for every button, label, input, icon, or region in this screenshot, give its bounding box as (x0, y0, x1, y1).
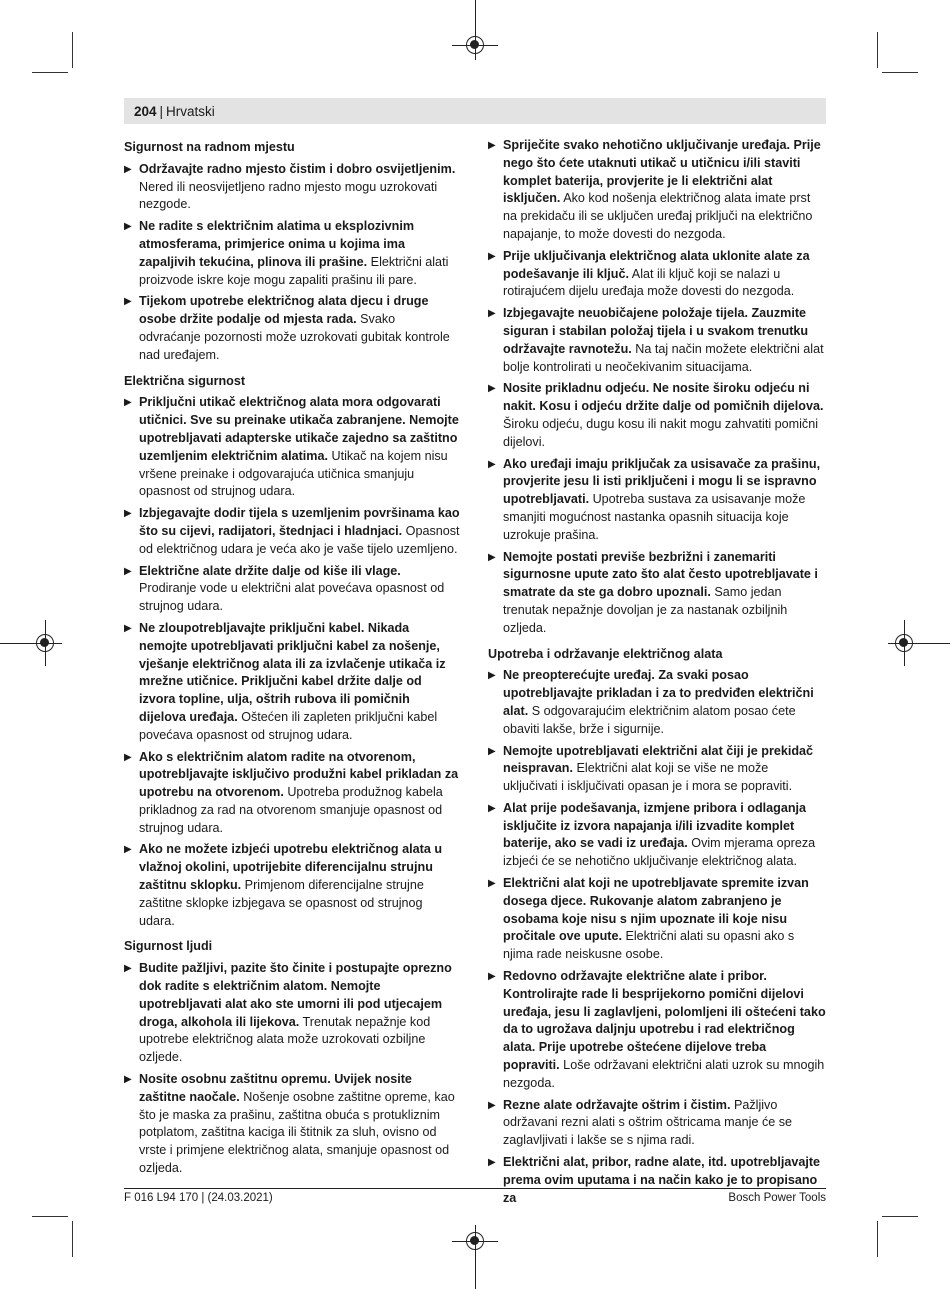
bullet-list (124, 960, 460, 1178)
bullet-icon: ▶ (488, 308, 496, 320)
bullet-icon: ▶ (488, 802, 496, 814)
list-item (124, 841, 460, 930)
list-item (124, 1071, 460, 1178)
instruction-text: Na taj način možete električni alat bolje kontrolirati u neočekivanim situacijama. (503, 341, 824, 374)
page-number: 204 (134, 103, 157, 119)
instruction-bold: Električni alat, pribor, radne alate, itd. upotrebljavajte prema ovim uputama i na način kako je to propisano za (503, 1155, 821, 1205)
bullet-icon: ▶ (124, 508, 132, 520)
footer-rule (124, 1188, 826, 1189)
list-item (488, 549, 826, 638)
bullet-icon: ▶ (124, 296, 132, 308)
instruction-text: Samo jedan trenutak nepažnje dovoljan je za nastanak ozbiljnih ozljeda. (503, 585, 788, 635)
instruction-text: Svako odvraćanje pozornosti može uzrokovati gubitak kontrole nad uređajem. (139, 312, 450, 362)
list-item (124, 620, 460, 745)
page-header (124, 98, 826, 124)
instruction-bold: Redovno održavajte električne alate i pribor. Kontrolirajte rade li besprijekorno pomični dijelovi uređaja, jesu li zaglavljeni, polomljeni ili oštećeni tako da to ugrožava daljnju upotrebu i rad električnog alata. Prije upotrebe oštećene dijelove treba popraviti. (503, 969, 826, 1073)
bullet-icon: ▶ (488, 745, 496, 757)
bullet-icon: ▶ (124, 397, 132, 409)
header-separator: | (159, 103, 164, 119)
instruction-text: Utikač na kojem nisu vršene preinake i odgovarajuća utičnica smanjuju opasnost od strujnog udara. (139, 448, 448, 499)
list-item (488, 1097, 826, 1150)
instruction-bold: Rezne alate održavajte oštrim i čistim. (503, 1097, 731, 1112)
instruction-bold: Ne zloupotrebljavajte priključni kabel. Nikada nemojte upotrebljavati priključni kabel za nošenje, vješanje električnog alata ili za izvlačenje utikača iz mrežne utičnice. Priključni kabel držite dalje od izvora topline, ulja, oštrih rubova ili pomičnih dijelova uređaja. (139, 620, 446, 724)
instruction-text: Nošenje osobne zaštitne opreme, kao što je maska za prašinu, zaštitna obuća s protukliznim potplatom, zaštitna kaciga ili štitnik za sluh, ovisno od vrste i primjene električnog alata, smanjuje opasnost od ozljeda. (139, 1089, 455, 1176)
bullet-icon: ▶ (124, 565, 132, 577)
bullet-icon: ▶ (488, 971, 496, 983)
list-item (124, 505, 460, 558)
crop-mark (882, 1216, 918, 1217)
bullet-icon: ▶ (124, 221, 132, 233)
bullet-icon: ▶ (124, 1074, 132, 1086)
crop-mark (877, 1221, 878, 1257)
bullet-icon: ▶ (488, 551, 496, 563)
instruction-text: Električni alati proizvode iskre koje mogu zapaliti prašinu ili pare. (139, 254, 449, 287)
bullet-icon: ▶ (488, 250, 496, 262)
bullet-icon: ▶ (488, 140, 496, 151)
instruction-text: Pažljivo održavani rezni alati s oštrim oštricama manje će se zaglavljivati i lakše se s njima radi. (503, 1097, 793, 1148)
instruction-bold: Budite pažljivi, pazite što činite i postupajte oprezno dok radite s električnim alatom. Nemojte upotrebljavati alat ako ste umorni ili pod utjecajem droga, alkohola ili lijekova. (139, 961, 452, 1029)
list-item (488, 137, 826, 244)
header-language: Hrvatski (166, 103, 215, 119)
instruction-bold: Ako ne možete izbjeći upotrebu električnog alata u vlažnoj okolini, upotrijebite diferencijalnu strujnu zaštitnu sklopku. (139, 842, 443, 893)
list-item (488, 875, 826, 964)
list-item (488, 968, 826, 1093)
crop-mark (72, 32, 73, 68)
instruction-text: Oštećen ili zapleten priključni kabel povećava opasnost od strujnog udara. (139, 709, 438, 742)
section-title: Sigurnost na radnom mjestu (124, 140, 295, 154)
section-title: Upotreba i održavanje električnog alata (488, 646, 723, 661)
list-item (124, 563, 460, 616)
crop-mark (882, 72, 918, 73)
list-item (124, 218, 460, 289)
bullet-list (488, 137, 826, 638)
bullet-icon: ▶ (488, 878, 496, 890)
instruction-bold: Nemojte upotrebljavati električni alat čiji je prekidač neispravan. (503, 743, 814, 776)
instruction-bold: Tijekom upotrebe električnog alata djecu i druge osobe držite podalje od mjesta rada. (139, 294, 429, 327)
instruction-text: Električni alat koji se više ne može uključivati i isključivati opasan je i mora se popraviti. (503, 761, 793, 794)
bullet-icon: ▶ (124, 163, 132, 175)
list-item (124, 161, 460, 214)
instruction-text: Loše održavani električni alati uzrok su mnogih nezgoda. (503, 1058, 825, 1090)
instruction-text: Električni alati su opasni ako s njima rade neiskusne osobe. (503, 929, 795, 962)
crop-mark (72, 1221, 73, 1257)
crop-mark (32, 1216, 68, 1217)
left-column (124, 137, 460, 1182)
bullet-list (488, 667, 826, 1207)
crop-mark (877, 32, 878, 68)
instruction-bold: Ako s električnim alatom radite na otvorenom, upotrebljavajte isključivo produžni kabel prikladan za upotrebu na otvorenom. (139, 749, 459, 800)
list-item (488, 743, 826, 796)
list-item (124, 293, 460, 364)
section-title: Sigurnost ljudi (124, 939, 213, 954)
bullet-icon: ▶ (488, 670, 496, 682)
list-item (488, 667, 826, 738)
list-item (488, 248, 826, 301)
bullet-icon: ▶ (488, 1157, 496, 1169)
instruction-text: S odgovarajućim električnim alatom posao ćete obaviti lakše, brže i sigurnije. (503, 703, 796, 736)
list-item (488, 305, 826, 376)
instruction-bold: Nosite osobnu zaštitnu opremu. Uvijek nosite zaštitne naočale. (139, 1072, 412, 1104)
footer-document-id: F 016 L94 170 | (24.03.2021) (124, 1192, 273, 1204)
instruction-text: Upotreba sustava za usisavanje može smanjiti mogućnost nastanka opasnih situacija koje uzrokuje prašina. (503, 492, 806, 542)
instruction-bold: Električni alat koji ne upotrebljavate spremite izvan dosega djece. Rukovanje alatom zabranjeno je osobama koje nisu s njim upoznate ili koje nisu pročitale ove upute. (503, 876, 809, 944)
instruction-bold: Nosite prikladnu odjeću. Ne nosite široku odjeću ni nakit. Kosu i odjeću držite dalje od pomičnih dijelova. (503, 381, 824, 414)
section-title: Električna sigurnost (124, 373, 246, 388)
instruction-bold: Alat prije podešavanja, izmjene pribora i odlaganja isključite iz izvora napajanja i/ili izvadite komplet baterije, ako se vadi iz uređaja. (503, 800, 807, 851)
instruction-bold: Izbjegavajte neuobičajene položaje tijela. Zauzmite siguran i stabilan položaj tijela i u svakom trenutku održavajte ravnotežu. (503, 306, 809, 356)
instruction-text: Nered ili neosvijetljeno radno mjesto mogu uzrokovati nezgode. (139, 179, 438, 212)
instruction-bold: Održavajte radno mjesto čistim i dobro osvijetljenim. (139, 161, 456, 176)
instruction-bold: Ako uređaji imaju priključak za usisavače za prašinu, provjerite jesu li isti priključeni i mogu li se ispravno upotrebljavati. (503, 456, 821, 507)
instruction-text: Alat ili ključ koji se nalazi u rotirajućem dijelu uređaja može dovesti do nezgoda. (503, 266, 795, 299)
bullet-icon: ▶ (124, 963, 132, 975)
instruction-bold: Ne preopterećujte uređaj. Za svaki posao upotrebljavajte prikladan i za to predviđen električni alat. (503, 668, 814, 718)
bullet-icon: ▶ (488, 458, 496, 470)
bullet-icon: ▶ (124, 622, 132, 634)
list-item (488, 456, 826, 545)
instruction-bold: Prije uključivanja električnog alata uklonite alate za podešavanje ili ključ. (503, 248, 810, 281)
instruction-bold: Priključni utikač električnog alata mora odgovarati utičnici. Sve su preinake utikača zabranjene. Nemojte upotrebljavati adapterske utikače zajedno sa zaštitno uzemljenim električnim alatima. (139, 395, 459, 463)
instruction-bold: Izbjegavajte dodir tijela s uzemljenim površinama kao što su cijevi, radijatori, štednjaci i hladnjaci. (139, 506, 460, 538)
list-item (488, 800, 826, 871)
bullet-list (124, 161, 460, 365)
instruction-text: Upotreba produžnog kabela prikladnog za rad na otvorenom smanjuje opasnost od strujnog udara. (139, 785, 443, 835)
instruction-bold: Ne radite s električnim alatima u eksplozivnim atmosferama, primjerice onima u kojima ima zapaljivih tekućina, plinova ili prašine. (139, 219, 415, 269)
instruction-bold: Spriječite svako nehotično uključivanje uređaja. Prije nego što ćete utaknuti utikač u utičnicu i/ili staviti komplet baterija, provjerite je li električni alat isključen. (503, 138, 821, 206)
instruction-text: Primjenom diferencijalne strujne zaštitne sklopke izbjegava se opasnost od strujnog udara. (139, 878, 424, 928)
instruction-text: Ako kod nošenja električnog alata imate prst na prekidaču ili se uključen uređaj priključi na električno napajanje, to može dovesti do nezgoda. (503, 191, 813, 241)
instruction-text: Trenutak nepažnje kod upotrebe električnog alata može uzrokovati ozbiljne ozljede. (139, 1014, 431, 1065)
bullet-list (124, 394, 460, 930)
list-item (488, 380, 826, 451)
bullet-icon: ▶ (488, 1099, 496, 1111)
list-item (124, 394, 460, 501)
bullet-icon: ▶ (488, 383, 496, 395)
instruction-bold: Električne alate držite dalje od kiše ili vlage. (139, 563, 401, 578)
instruction-bold: Nemojte postati previše bezbrižni i zanemariti sigurnosne upute zato što alat često upotrebljavate i smatrate da ste ga dobro upoznali. (503, 549, 818, 600)
instruction-text: Ovim mjerama opreza izbjeći će se nehotično uključivanje električnog alata. (503, 836, 816, 869)
bullet-icon: ▶ (124, 751, 132, 763)
instruction-text: Široku odjeću, dugu kosu ili nakit mogu zahvatiti pomični dijelovi. (503, 416, 819, 449)
right-column (488, 137, 826, 1211)
crop-mark (32, 72, 68, 73)
bullet-icon: ▶ (124, 844, 132, 856)
instruction-text: Opasnost od električnog udara je veća ako je vaše tijelo uzemljeno. (139, 523, 460, 556)
list-item (124, 960, 460, 1067)
footer-brand: Bosch Power Tools (728, 1192, 826, 1204)
instruction-text: Prodiranje vode u električni alat povećava opasnost od strujnog udara. (139, 581, 445, 614)
list-item (124, 749, 460, 838)
